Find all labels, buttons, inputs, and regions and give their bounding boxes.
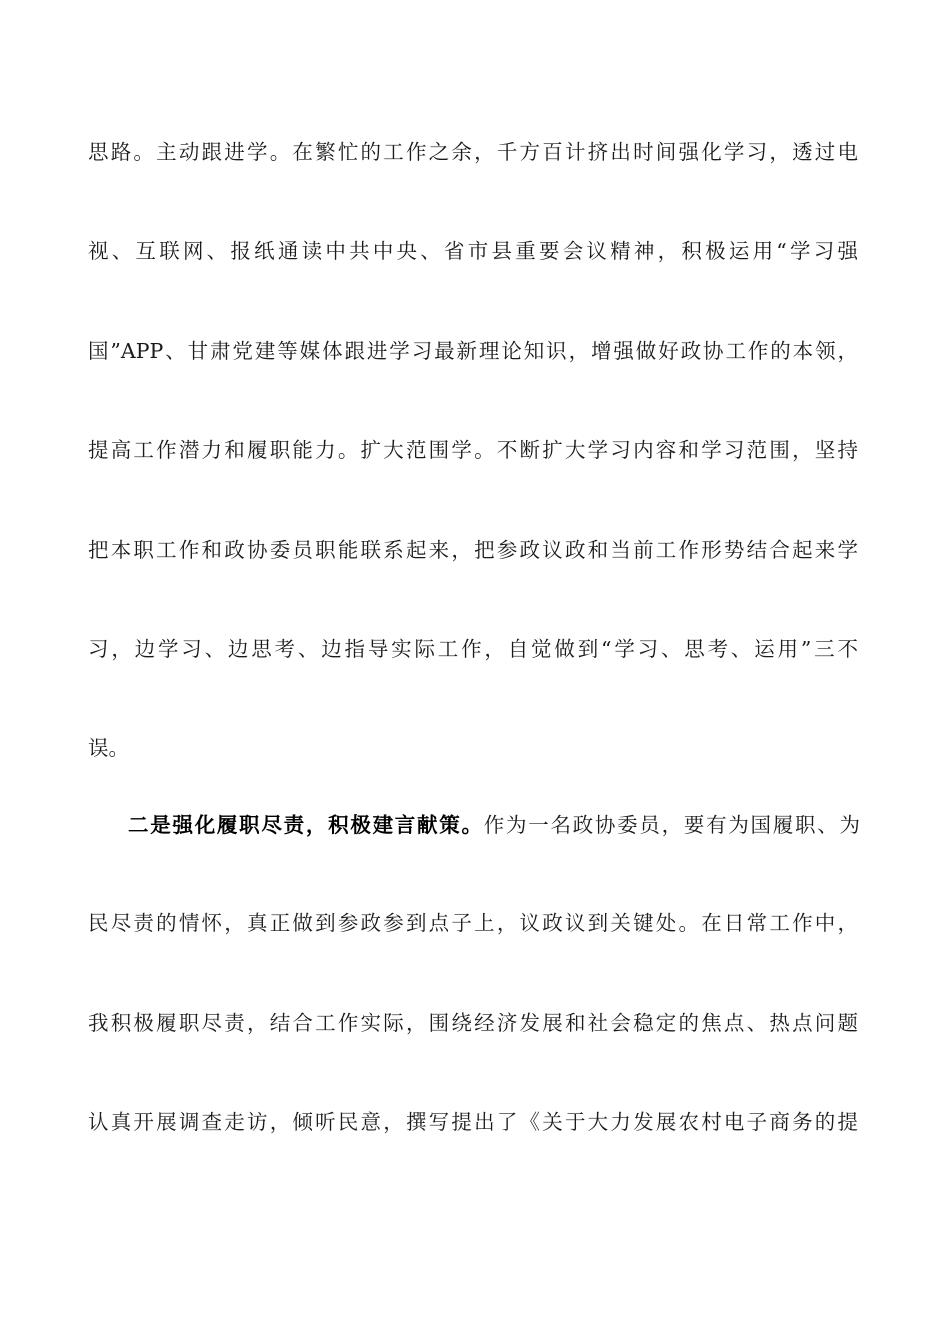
paragraph-heading: 二是强化履职尽责，积极建言献策。 <box>128 813 484 837</box>
text-line: 思路。主动跟进学。在繁忙的工作之余，千方百计挤出时间强化学习，透过电 <box>88 140 858 164</box>
text-line: 认真开展调查走访，倾听民意，撰写提出了《关于大力发展农村电子商务的提 <box>88 1110 858 1134</box>
text-line: 把本职工作和政协委员职能联系起来，把参政议政和当前工作形势结合起来学 <box>88 538 858 562</box>
text-line: 国”APP、甘肃党建等媒体跟进学习最新理论知识，增强做好政协工作的本领， <box>88 339 858 363</box>
text-line: 我积极履职尽责，结合工作实际，围绕经济发展和社会稳定的焦点、热点问题 <box>88 1011 858 1035</box>
text-line: 提高工作潜力和履职能力。扩大范围学。不断扩大学习内容和学习范围，坚持 <box>88 438 858 462</box>
text-span: 作为一名政协委员，要有为国履职、为 <box>483 813 860 837</box>
text-line: 习，边学习、边思考、边指导实际工作，自觉做到“学习、思考、运用”三不 <box>88 637 858 661</box>
text-line: 民尽责的情怀，真正做到参政参到点子上，议政议到关键处。在日常工作中， <box>88 911 858 935</box>
text-line: 误。 <box>88 736 129 760</box>
paragraph-heading-line <box>128 808 860 842</box>
text-line: 视、互联网、报纸通读中共中央、省市县重要会议精神，积极运用“学习强 <box>88 239 858 263</box>
